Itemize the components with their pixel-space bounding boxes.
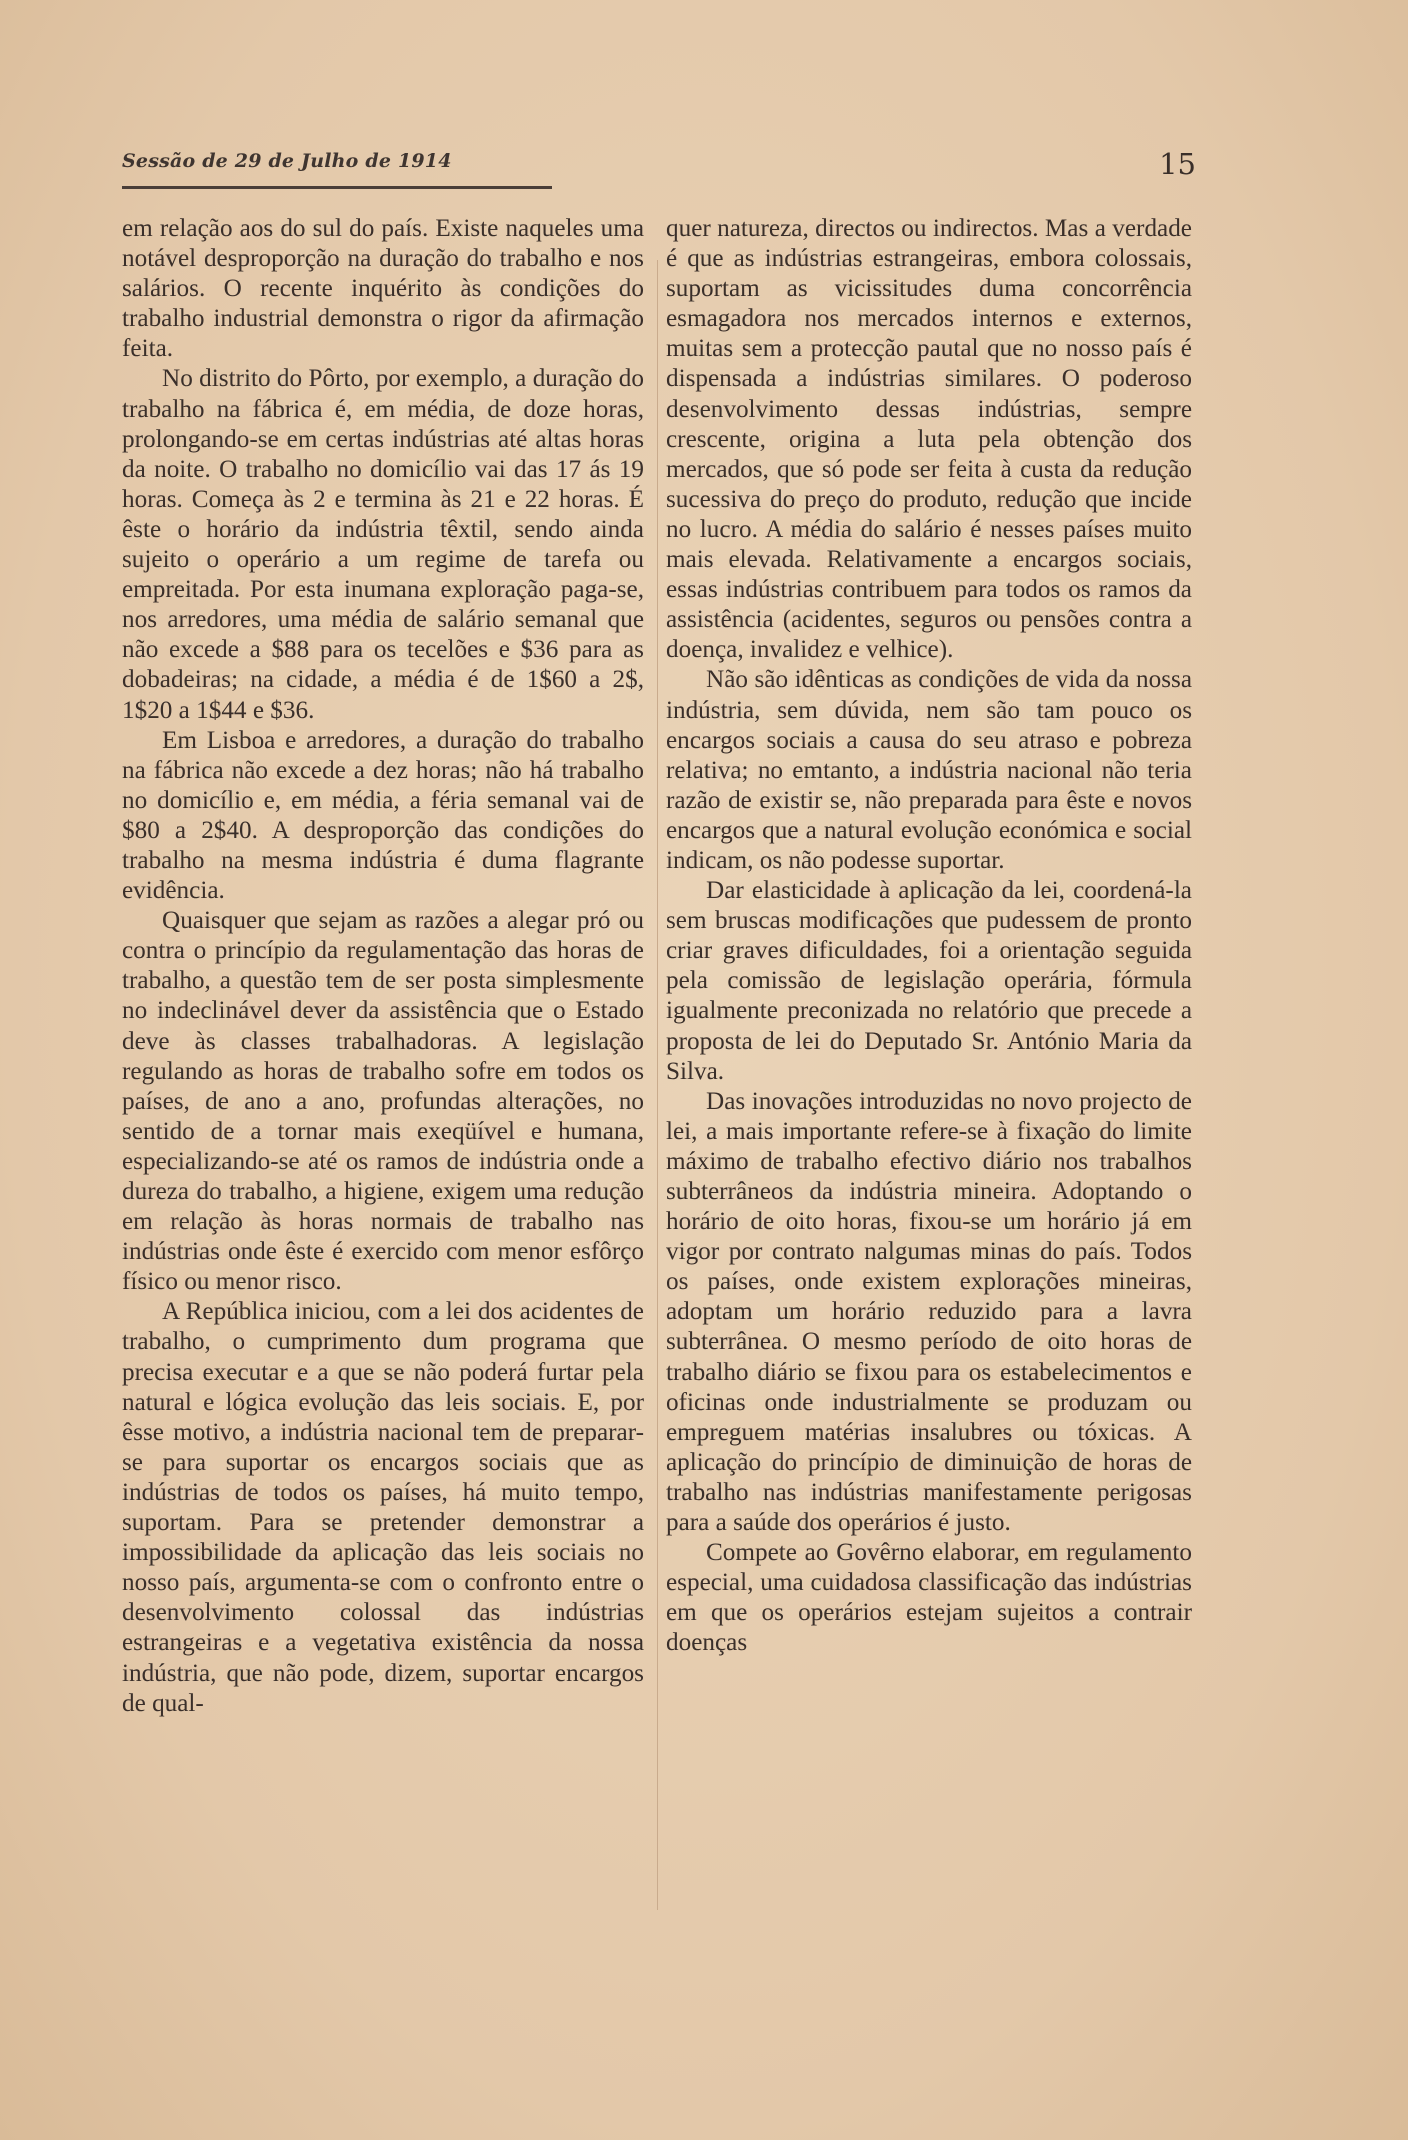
session-title: Sessão de 29 de Julho de 1914 [122,150,452,172]
right-paragraph-3: Dar elasticidade à aplicação da lei, coordená-la sem bruscas modificações que pudessem de pronto criar graves dificuldades, foi a orientação seguida pela comissão de legislação operária, fórmula igualmente preconizada no relatório que precede a proposta de lei do Deputado Sr. António Maria da Silva. [666,877,1192,1085]
column-divider [657,260,658,1910]
left-column [122,214,644,1719]
left-paragraph-4: Quaisquer que sejam as razões a alegar pró ou contra o princípio da regulamentação das horas de trabalho, a questão tem de ser posta simplesmente no indeclinável dever da assistência que o Estado deve às classes trabalhadoras. A legislação regulando as horas de trabalho sofre em todos os países, de ano a ano, profundas alterações, no sentido de a tornar mais exeqüível e humana, especializando-se até os ramos de indústria onde a dureza do trabalho, a higiene, exigem uma redução em relação às horas normais de trabalho nas indústrias onde êste é exercido com menor esfôrço físico ou menor risco. [122,907,644,1296]
right-paragraph-4: Das inovações introduzidas no novo projecto de lei, a mais importante refere-se à fixação do limite máximo de trabalho efectivo diário nos trabalhos subterrâneos da indústria mineira. Adoptando o horário de oito horas, fixou-se um horário já em vigor por contrato nalgumas minas do país. Todos os países, onde existem explorações mineiras, adoptam um horário reduzido para a lavra subterrânea. O mesmo período de oito horas de trabalho diário se fixou para os estabelecimentos e oficinas onde industrialmente se produzam ou empreguem matérias insalubres ou tóxicas. A aplicação do princípio de diminuição de horas de trabalho nas indústrias manifestamente perigosas para a saúde dos operários é justo. [666,1087,1192,1537]
page-number: 15 [1159,147,1196,181]
left-paragraph-5: A República iniciou, com a lei dos acidentes de trabalho, o cumprimento dum programa que precisa executar e a que se não poderá furtar pela natural e lógica evolução das leis sociais. E, por êsse motivo, a indústria nacional tem de preparar-se para suportar os encargos sociais que as indústrias de todos os países, há muito tempo, suportam. Para se pretender demonstrar a impossibilidade da aplicação das leis sociais no nosso país, argumenta-se com o confronto entre o desenvolvimento colossal das indústrias estrangeiras e a vegetativa existência da nossa indústria, que não pode, dizem, suportar encargos de qual- [122,1298,644,1717]
right-paragraph-5: Compete ao Govêrno elaborar, em regulamento especial, uma cuidadosa classificação das indústrias em que os operários estejam sujeitos a contrair doenças [666,1539,1192,1657]
page-header [122,147,1196,190]
header-rule [122,186,552,189]
right-paragraph-1: quer natureza, directos ou indirectos. Mas a verdade é que as indústrias estrangeiras, embora colossais, suportam as vicissitudes duma concorrência esmagadora nos mercados internos e externos, muitas sem a protecção pautal que no nosso país é dispensada a indústrias similares. O poderoso desenvolvimento dessas indústrias, sempre crescente, origina a luta pela obtenção dos mercados, que só pode ser feita à custa da redução sucessiva do preço do produto, redução que incide no lucro. A média do salário é nesses países muito mais elevada. Relativamente a encargos sociais, essas indústrias contribuem para todos os ramos da assistência (acidentes, seguros ou pensões contra a doença, invalidez e velhice). [666,215,1192,664]
left-paragraph-2: No distrito do Pôrto, por exemplo, a duração do trabalho na fábrica é, em média, de doze horas, prolongando-se em certas indústrias até altas horas da noite. O trabalho no domicílio vai das 17 ás 19 horas. Começa às 2 e termina às 21 e 22 horas. É êste o horário da indústria têxtil, sendo ainda sujeito o operário a um regime de tarefa ou empreitada. Por esta inumana exploração paga-se, nos arredores, uma média de salário semanal que não excede a $88 para os tecelões e $36 para as dobadeiras; na cidade, a média é de 1$60 a 2$, 1$20 a 1$44 e $36. [122,365,644,724]
left-paragraph-3: Em Lisboa e arredores, a duração do trabalho na fábrica não excede a dez horas; não há trabalho no domicílio e, em média, a féria semanal vai de $80 a 2$40. A desproporção das condições do trabalho na mesma indústria é duma flagrante evidência. [122,726,644,905]
left-paragraph-1: em relação aos do sul do país. Existe naqueles uma notável desproporção na duração do trabalho e nos salários. O recente inquérito às condições do trabalho industrial demonstra o rigor da afirmação feita. [122,215,644,363]
right-paragraph-2: Não são idênticas as condições de vida da nossa indústria, sem dúvida, nem são tam pouco os encargos sociais a causa do seu atraso e pobreza relativa; no emtanto, a indústria nacional não teria razão de existir se, não preparada para êste e novos encargos que a natural evolução económica e social indicam, os não podesse suportar. [666,666,1192,874]
right-column [666,214,1192,1659]
